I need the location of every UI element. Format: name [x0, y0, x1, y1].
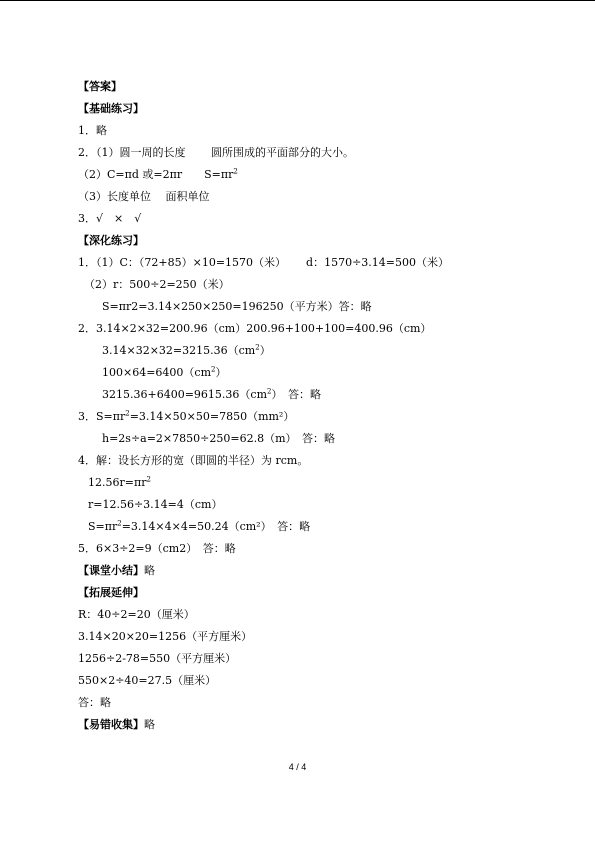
line-text: R：40÷2=20（厘米） — [78, 608, 195, 621]
answer-line — [102, 344, 271, 358]
line-text: 2．（1）圆一周的长度 圆所围成的平面部分的大小。 — [78, 146, 354, 159]
heading-text: 【深化练习】 — [78, 234, 144, 247]
line-text-after: =3.14×50×50=7850（mm²） — [129, 410, 295, 423]
line-text: 1．略 — [78, 124, 107, 137]
answer-line — [78, 410, 294, 424]
superscript: 2 — [146, 475, 151, 484]
ext-heading — [78, 586, 144, 600]
line-text: h=2s÷a=2×7850÷250=62.8（m） 答：略 — [102, 432, 335, 445]
superscript: 2 — [125, 409, 130, 418]
heading-text: 【基础练习】 — [78, 102, 144, 115]
answer-line — [102, 432, 335, 446]
answer-line — [78, 256, 449, 270]
answer-line — [84, 278, 230, 292]
heading-text: 【拓展延伸】 — [78, 586, 144, 599]
line-text: r=12.56÷3.14=4（cm） — [88, 498, 223, 511]
answer-line — [78, 454, 308, 468]
superscript: 2 — [255, 343, 260, 352]
line-text: （2）C=πd 或=2πr S=πr — [78, 168, 234, 181]
line-text: 12.56r=πr — [88, 476, 147, 489]
line-text: 550×2÷40=27.5（厘米） — [78, 674, 217, 687]
heading-text: 【答案】 — [78, 80, 122, 93]
deep-heading — [78, 234, 144, 248]
answer-line — [78, 652, 236, 666]
line-text: 3.14×32×32=3215.36（cm — [102, 344, 256, 357]
answer-line — [88, 498, 222, 512]
summary-line — [78, 564, 155, 578]
answer-line — [78, 696, 111, 710]
heading-text: 【易错收集】 — [78, 718, 144, 731]
answer-line — [78, 190, 210, 204]
line-text: S=πr2=3.14×250×250=196250（平方米）答：略 — [102, 300, 372, 313]
line-text: 略 — [144, 718, 155, 731]
page-number: 4 / 4 — [288, 762, 307, 772]
line-text-after: ） 答：略 — [271, 388, 321, 401]
answer-line — [78, 542, 236, 556]
line-text: （2）r：500÷2=250（米） — [84, 278, 230, 291]
line-text: 1．（1）C：（72+85）×10=1570（米） d：1570÷3.14=500（米） — [78, 256, 450, 269]
line-text: 2．3.14×2×32=200.96（cm）200.96+100+100=400.96（cm） — [78, 322, 432, 335]
answer-line — [88, 476, 151, 490]
line-text: S=πr — [88, 520, 118, 533]
answer-line — [102, 388, 321, 402]
answer-line — [78, 674, 216, 688]
heading-text: 【课堂小结】 — [78, 564, 144, 577]
line-text: 4．解：设长方形的宽（即圆的半径）为 rcm。 — [78, 454, 309, 467]
answer-line — [88, 520, 310, 534]
line-text: 1256÷2-78=550（平方厘米） — [78, 652, 237, 665]
superscript: 2 — [117, 519, 122, 528]
answer-line — [78, 608, 195, 622]
basic-heading — [78, 102, 144, 116]
line-text-after: ） — [215, 366, 227, 379]
superscript: 2 — [211, 365, 216, 374]
line-text-after: ） — [259, 344, 271, 357]
line-text: 略 — [144, 564, 155, 577]
line-text: 100×64=6400（cm — [102, 366, 212, 379]
line-text: 3.14×20×20=1256（平方厘米） — [78, 630, 253, 643]
line-text-after: =3.14×4×4=50.24（cm²） 答：略 — [121, 520, 311, 533]
superscript: 2 — [233, 167, 238, 176]
answer-line — [78, 146, 354, 160]
superscript: 2 — [267, 387, 272, 396]
answer-line — [78, 124, 107, 138]
line-text: 3．√ × √ — [78, 212, 142, 225]
line-text: 5．6×3÷2=9（cm2） 答：略 — [78, 542, 236, 555]
answer-line — [102, 366, 226, 380]
answer-line — [102, 300, 372, 314]
line-text: （3）长度单位 面积单位 — [78, 190, 210, 203]
error-heading-line — [78, 718, 155, 732]
answer-line — [78, 212, 141, 226]
line-text: 答：略 — [78, 696, 111, 709]
answer-line — [78, 322, 431, 336]
line-text: 3215.36+6400=9615.36（cm — [102, 388, 267, 401]
answer-line — [78, 630, 252, 644]
answer-line — [78, 168, 238, 182]
line-text: 3．S=πr — [78, 410, 126, 423]
answer-heading — [78, 80, 122, 94]
header-rule — [0, 0, 595, 1]
